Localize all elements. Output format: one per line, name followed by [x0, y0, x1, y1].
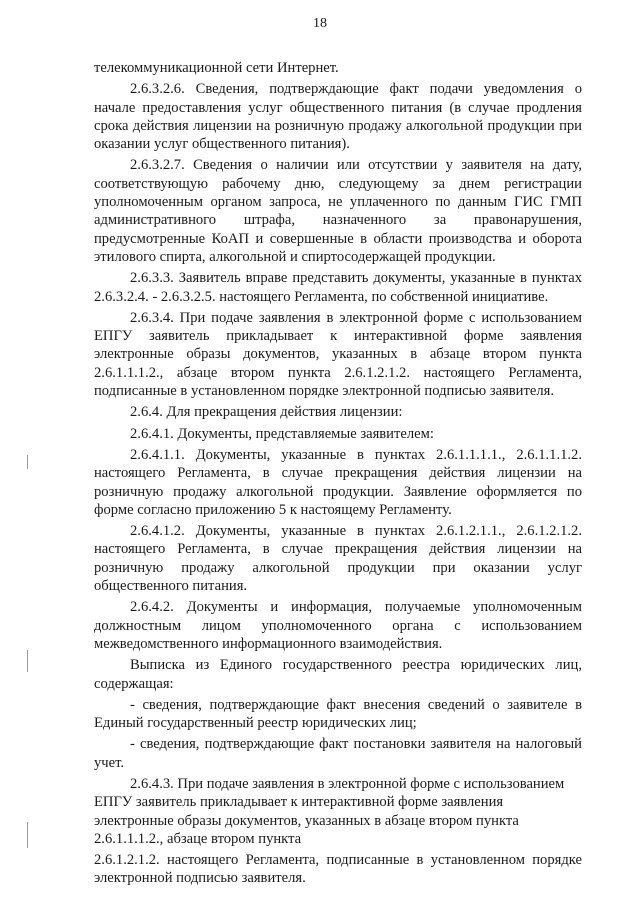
- paragraph: 2.6.4.1.1. Документы, указанные в пунктах 2.6.1.1.1.1., 2.6.1.1.1.2. настоящего Регламента, в случае прекращения действия лицензии на розничную продажу алкогольной продукции. Заявление оформляется по форме согласно приложению 5 к настоящему Регламенту.: [94, 446, 582, 518]
- margin-scan-mark: [27, 822, 28, 848]
- paragraph: 2.6.4. Для прекращения действия лицензии:: [130, 404, 403, 421]
- paragraph: 2.6.3.4. При подаче заявления в электронной форме с использованием ЕПГУ заявитель прикладывает к интерактивной форме заявления электронные образы документов, указанных в абзаце втором пункта 2.6.1.1.1.2., абзаце втором пункта 2.6.1.2.1.2. настоящего Регламента, подписанные в установленном порядке электронной подписью заявителя.: [94, 309, 582, 400]
- margin-scan-mark: [27, 650, 28, 672]
- paragraph: 2.6.3.2.7. Сведения о наличии или отсутствии у заявителя на дату, соответствующую рабочему дню, следующему за днем регистрации уполномоченным органом запроса, не уплаченного по данным ГИС ГМП административного штрафа, назначенного за правонарушения, предусмотренные КоАП и совершенные в области производства и оборота этилового спирта, алкогольной и спиртосодержащей продукции.: [94, 157, 582, 265]
- paragraph: Выписка из Единого государственного реестра юридических лиц, содержащая:: [94, 657, 582, 692]
- page-number: 18: [313, 16, 327, 31]
- paragraph: - сведения, подтверждающие факт постановки заявителя на налоговый учет.: [94, 736, 582, 771]
- margin-scan-mark: [27, 455, 28, 469]
- paragraph: 2.6.4.1. Документы, представляемые заявителем:: [130, 425, 434, 442]
- paragraph: 2.6.3.3. Заявитель вправе представить документы, указанные в пунктах 2.6.3.2.4. - 2.6.3.2.5. настоящего Регламента, по собственной инициативе.: [94, 270, 582, 305]
- paragraph: - сведения, подтверждающие факт внесения сведений о заявителе в Единый государственный реестр юридических лиц;: [94, 696, 582, 732]
- paragraph: 2.6.4.2. Документы и информация, получаемые уполномоченным должностным лицом уполномоченного органа с использованием межведомственного информационного взаимодействия.: [94, 599, 582, 652]
- document-body: [94, 59, 582, 891]
- paragraph: телекоммуникационной сети Интернет.: [94, 60, 339, 76]
- paragraph: 2.6.4.3. При подаче заявления в электронной форме с использованием ЕПГУ заявитель прикладывает к интерактивной форме заявления электронные образы документов, указанных в абзаце втором пункта 2.6.1.1.1.2., абзаце втором пункта: [94, 775, 565, 847]
- paragraph: 2.6.4.1.2. Документы, указанные в пунктах 2.6.1.2.1.1., 2.6.1.2.1.2. настоящего Регламента, в случае прекращения действия лицензии на розничную продажу алкогольной продукции при оказании услуг общественного питания.: [94, 523, 582, 595]
- paragraph: 2.6.1.2.1.2. настоящего Регламента, подписанные в установленном порядке электронной подписью заявителя.: [94, 852, 582, 887]
- paragraph: 2.6.3.2.6. Сведения, подтверждающие факт подачи уведомления о начале предоставления услуг общественного питания (в случае продления срока действия лицензии на розничную продажу алкогольной продукции при оказании услуг общественного питания).: [94, 81, 582, 153]
